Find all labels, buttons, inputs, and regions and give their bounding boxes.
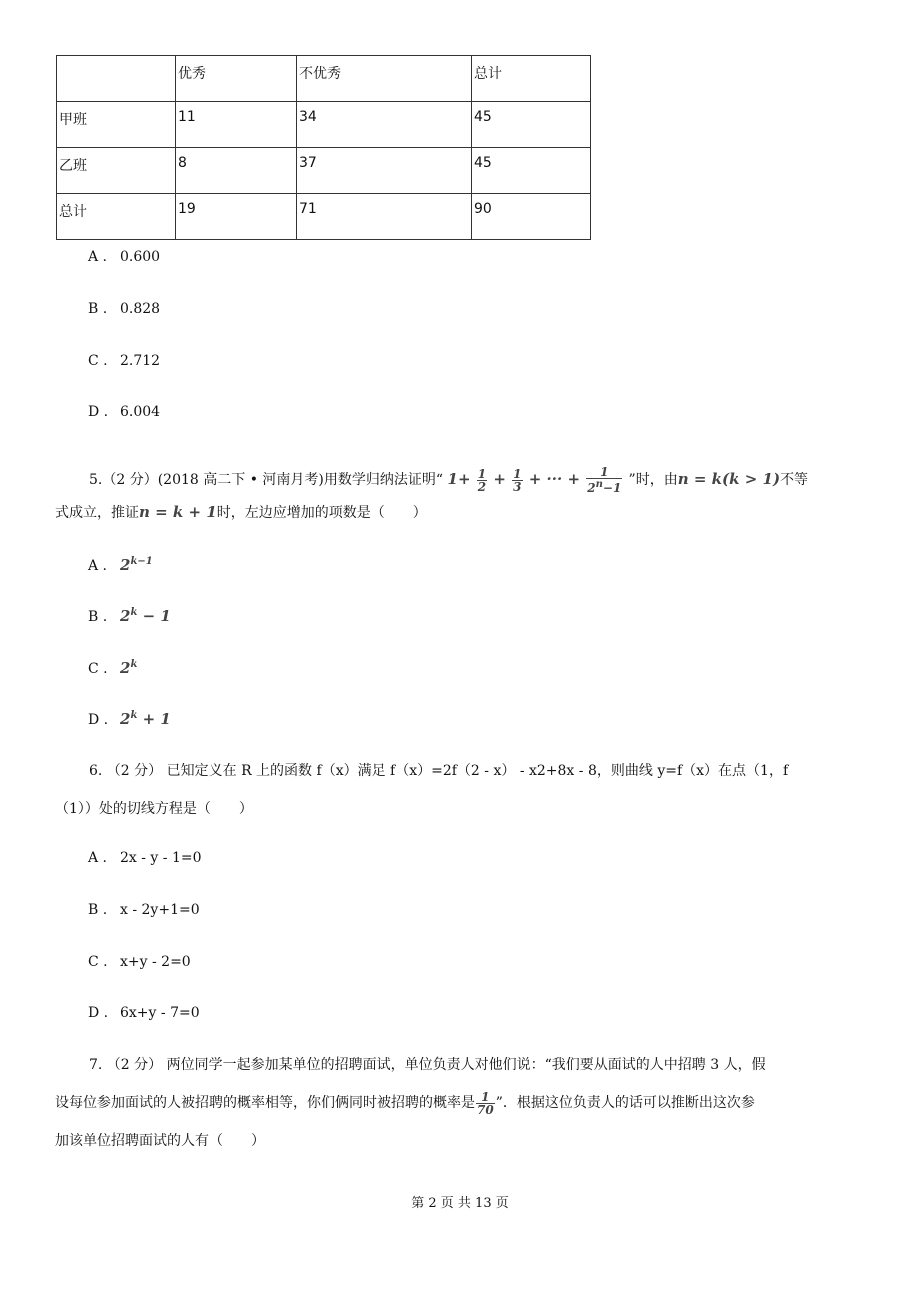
q6-option-a: A . 2x - y - 1=0 [88,850,202,866]
contingency-table [56,55,591,240]
table-cell: 优秀 [176,56,297,102]
table-row [57,148,591,194]
q4-option-d: D . 6.004 [88,404,161,420]
q4-option-c: C . 2.712 [88,353,161,369]
table-cell: 8 [176,148,297,194]
table-cell: 甲班 [57,102,176,148]
table-header-row [57,56,591,102]
q5-line-2: 式成立，推证n = k + 1时，左边应增加的项数是（ ） [55,503,427,521]
table-cell: 71 [297,194,472,240]
q5-formula: 1+ $\frac{1}{2}$ + $\frac{1}{3}$ + ··· + $\frac{1}{2^n-1}$ [447,465,622,495]
q7-line-1: 7. （2 分） 两位同学一起参加某单位的招聘面试，单位负责人对他们说：“我们要从面试的人中招聘 3 人，假 [89,1057,766,1073]
table-cell: 34 [297,102,472,148]
q6-line-1: 6. （2 分） 已知定义在 R 上的函数 f（x）满足 f（x）=2f（2 - x） - x2+8x - 8，则曲线 y=f（x）在点（1，f [89,763,789,779]
q4-option-b: B . 0.828 [88,301,161,317]
table-row [57,102,591,148]
q5-option-a: A . $2^{k-1}$ [88,556,153,574]
table-cell: 45 [472,148,591,194]
question-6 [55,752,865,828]
question-5 [55,460,865,532]
page-footer: 第 2 页 共 13 页 [411,1196,509,1211]
q6-line-2: （1））处的切线方程是（ ） [55,801,253,817]
q5-option-b: B . $2^k - 1$ [88,607,171,625]
table-cell: 11 [176,102,297,148]
q5-line-1: 5.（2 分）(2018 高二下 • 河南月考)用数学归纳法证明“ 1+ $\frac{1}{2}$ + $\frac{1}{3}$ + ··· + $\frac{1}{2^n-1}$ ”时，由n = k(k > 1)不等 [89,465,809,495]
table-cell: 37 [297,148,472,194]
table-cell: 45 [472,102,591,148]
q7-fraction: $\frac{1}{70}$ [477,1089,494,1117]
table-cell: 乙班 [57,148,176,194]
table-cell: 19 [176,194,297,240]
table-cell: 总计 [472,56,591,102]
q4-option-a: A . 0.600 [88,249,161,265]
q6-option-c: C . x+y - 2=0 [88,954,191,970]
table-cell [57,56,176,102]
table-row [57,194,591,240]
question-7 [55,1046,865,1160]
q6-option-d: D . 6x+y - 7=0 [88,1005,200,1021]
q6-option-b: B . x - 2y+1=0 [88,902,200,918]
table-cell: 90 [472,194,591,240]
q7-line-3: 加该单位招聘面试的人有（ ） [55,1133,265,1149]
q5-option-d: D . $2^k + 1$ [88,710,171,728]
table-cell: 总计 [57,194,176,240]
table-cell: 不优秀 [297,56,472,102]
q5-option-c: C . 2$^k$ [88,659,138,677]
q7-line-2: 设每位参加面试的人被招聘的概率相等，你们俩同时被招聘的概率是 $\frac{1}{70}$ ”．根据这位负责人的话可以推断出这次参 [55,1089,755,1117]
